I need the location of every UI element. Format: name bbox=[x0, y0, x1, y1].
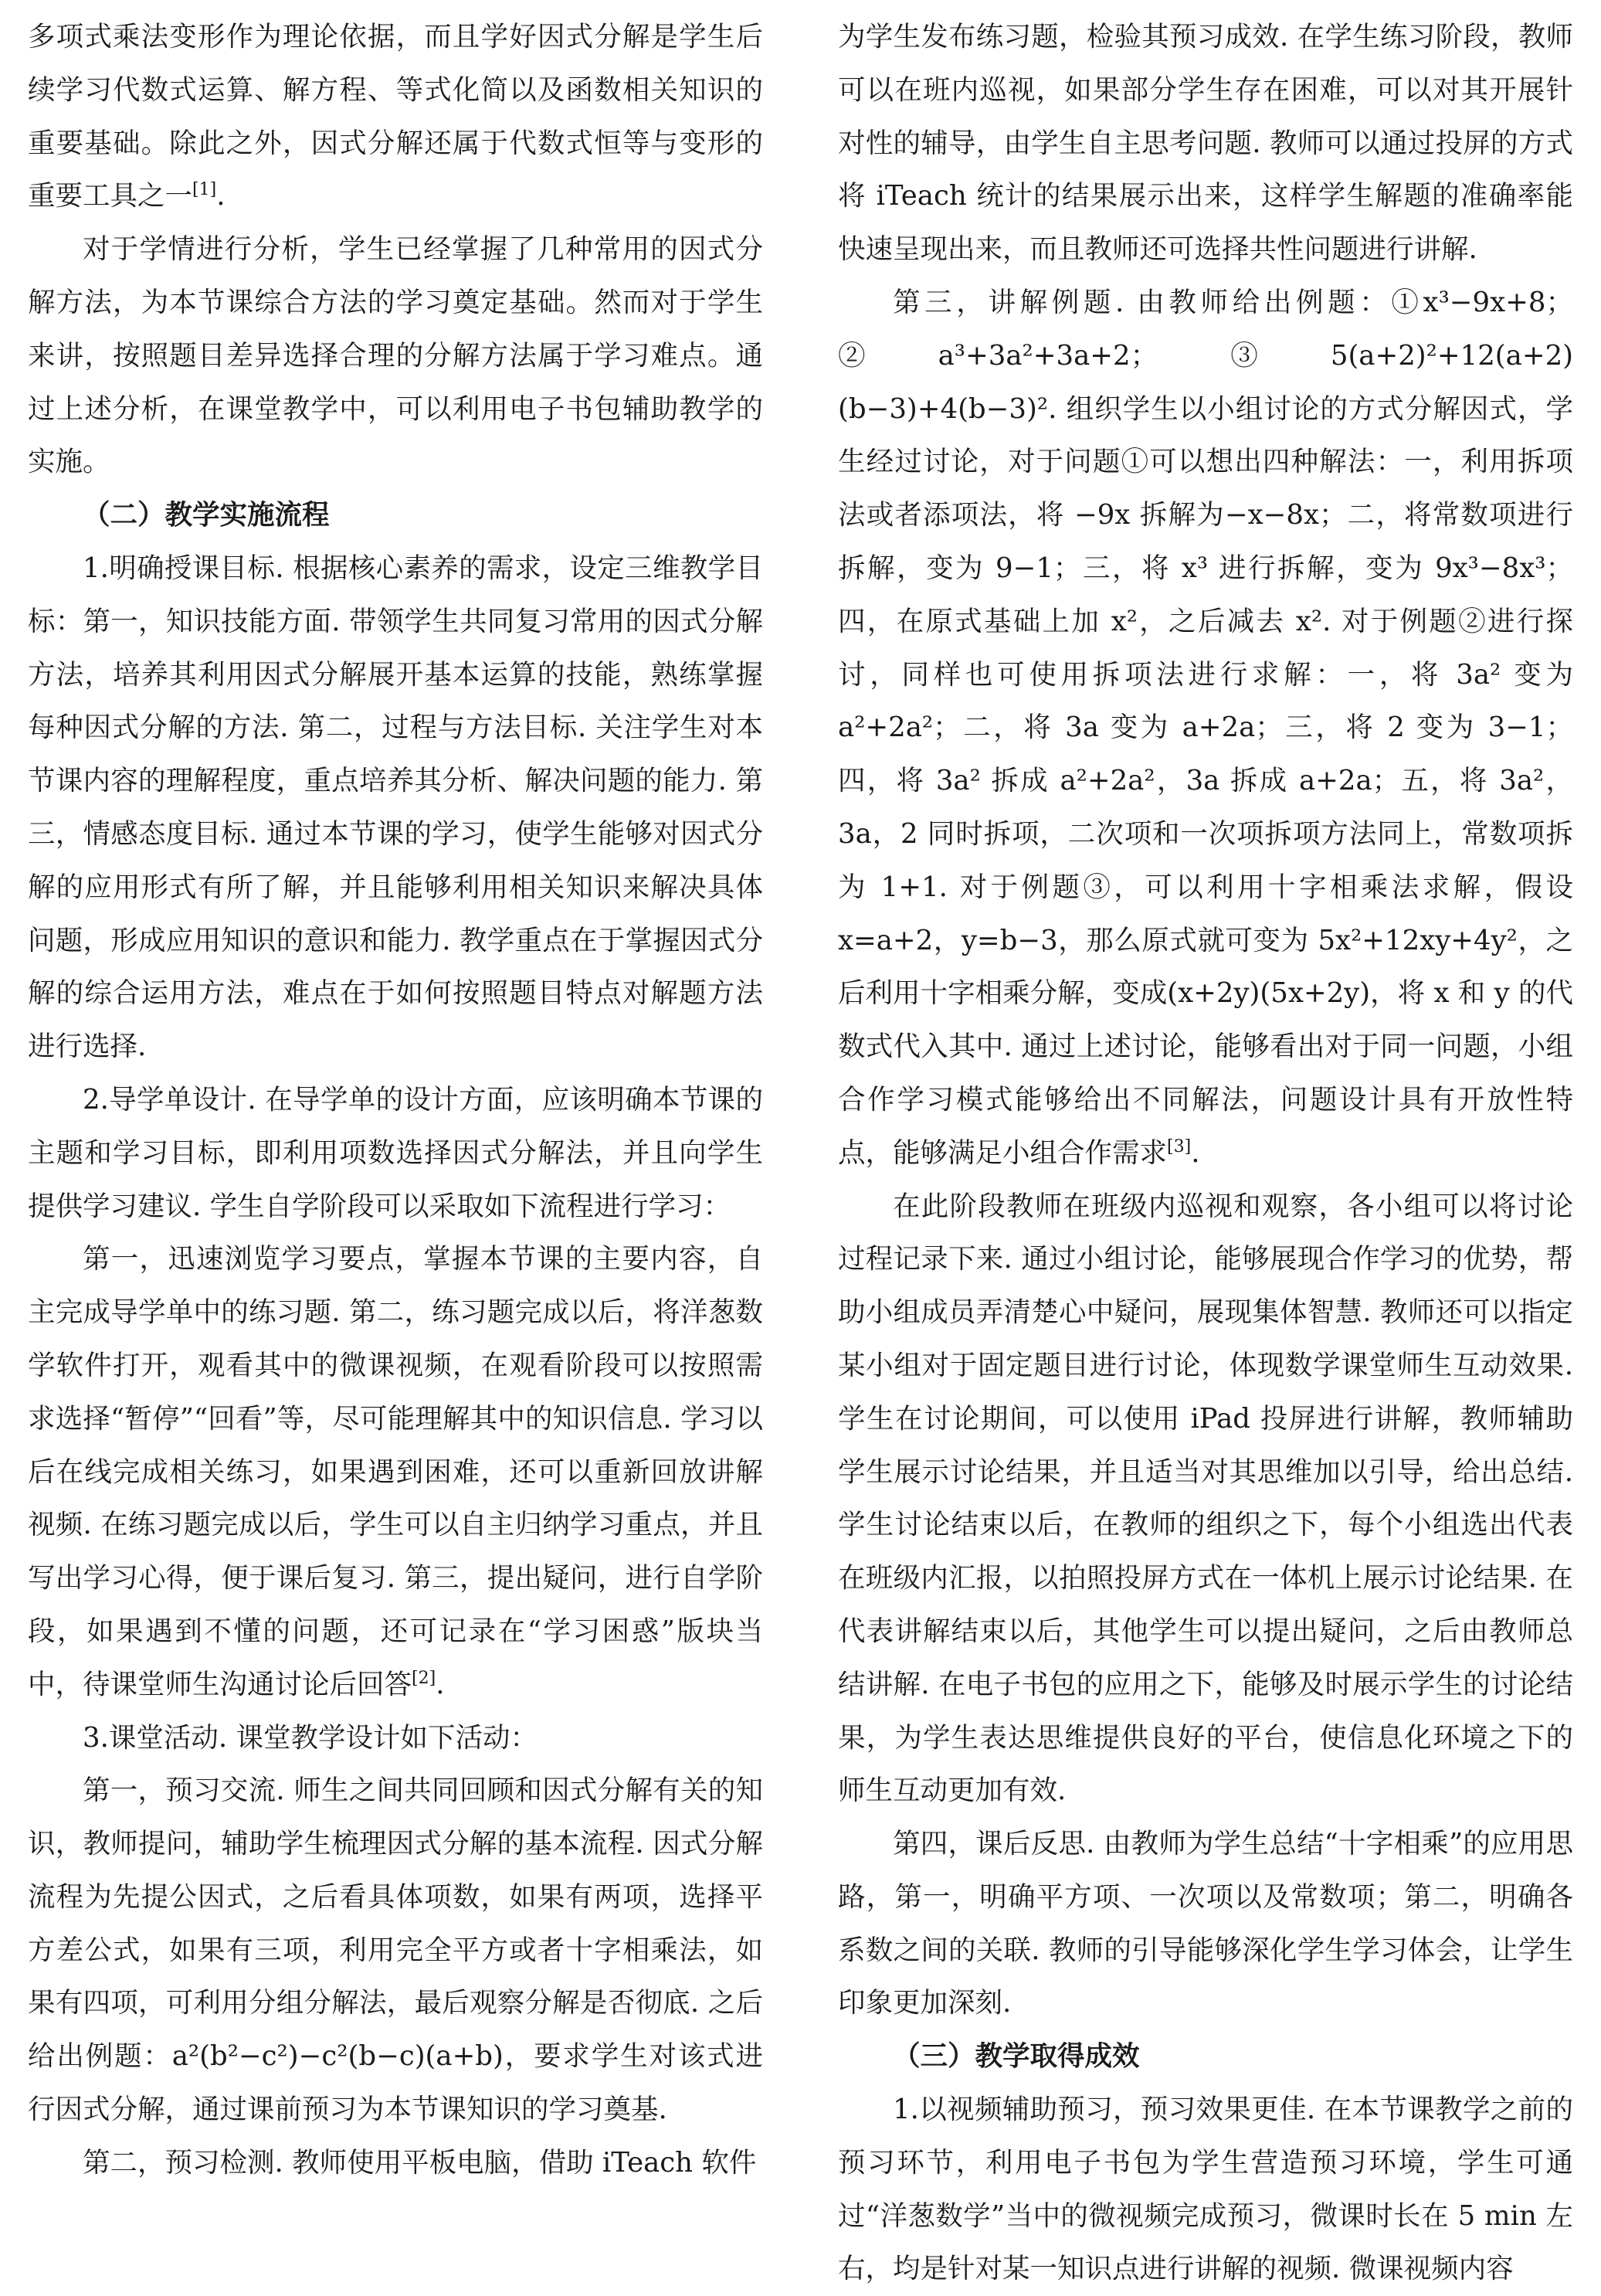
paragraph: 1.明确授课目标. 根据核心素养的需求，设定三维教学目标：第一，知识技能方面. 带领学生共同复习常用的因式分解方法，培养其利用因式分解展开基本运算的技能，熟练掌握每种因式分解的方法. 第二，过程与方法目标. 关注学生对本节课内容的理解程度，重点培养其分析、解决问题的能力. 第三，情感态度目标. 通过本节课的学习，使学生能够对因式分解的应用形式有所了解，并且能够利用相关知识来解决具体问题，形成应用知识的意识和能力. 教学重点在于掌握因式分解的综合运用方法，难点在于如何按照题目特点对解题方法进行选择. bbox=[28, 552, 763, 1063]
paragraph bbox=[28, 11, 763, 223]
paragraph: 2.导学单设计. 在导学单的设计方面，应该明确本节课的主题和学习目标，即利用项数选择因式分解法，并且向学生提供学习建议. 学生自学阶段可以采取如下流程进行学习： bbox=[28, 1083, 763, 1222]
paragraph: 1.以视频辅助预习，预习效果更佳. 在本节课教学之前的预习环节，利用电子书包为学生营造预习环境，学生可通过“洋葱数学”当中的微视频完成预习，微课时长在 5 min 左右，均是针对某一知识点进行讲解的视频. 微课视频内容 bbox=[838, 2094, 1573, 2285]
paragraph-end: . bbox=[436, 1668, 445, 1700]
paragraph-end: . bbox=[216, 180, 226, 212]
paragraph bbox=[838, 277, 1573, 1180]
paragraph: 第二，预习检测. 教师使用平板电脑，借助 iTeach 软件 bbox=[83, 2146, 757, 2179]
section-heading: （二）教学实施流程 bbox=[83, 499, 330, 532]
paragraph: 第一，预习交流. 师生之间共同回顾和因式分解有关的知识，教师提问，辅助学生梳理因式分解的基本流程. 因式分解流程为先提公因式，之后看具体项数，如果有两项，选择平方差公式，如果有三项，利用完全平方或者十字相乘法，如果有四项，可利用分组分解法，最后观察分解是否彻底. 之后给出例题：a²(b²−c²)−c²(b−c)(a+b)，要求学生对该式进行因式分解，通过课前预习为本节课知识的学习奠基. bbox=[28, 1775, 763, 2126]
right-column bbox=[838, 11, 1573, 2296]
left-column bbox=[28, 11, 763, 2190]
paragraph-text: 第一，迅速浏览学习要点，掌握本节课的主要内容，自主完成导学单中的练习题. 第二，练习题完成以后，将洋葱数学软件打开，观看其中的微课视频，在观看阶段可以按照需求选择“暂停”“回看”等，尽可能理解其中的知识信息. 学习以后在线完成相关练习，如果遇到困难，还可以重新回放讲解视频. 在练习题完成以后，学生可以自主归纳学习重点，并且写出学习心得，便于课后复习. 第三，提出疑问，进行自学阶段，如果遇到不懂的问题，还可记录在“学习困惑”版块当中，待课堂师生沟通讨论后回答 bbox=[28, 1243, 763, 1700]
paragraph: 在此阶段教师在班级内巡视和观察，各小组可以将讨论过程记录下来. 通过小组讨论，能够展现合作学习的优势，帮助小组成员弄清楚心中疑问，展现集体智慧. 教师还可以指定某小组对于固定题目进行讨论，体现数学课堂师生互动效果. 学生在讨论期间，可以使用 iPad 投屏进行讲解，教师辅助学生展示讨论结果，并且适当对其思维加以引导，给出总结. 学生讨论结束以后，在教师的组织之下，每个小组选出代表在班级内汇报，以拍照投屏方式在一体机上展示讨论结果. 在代表讲解结束以后，其他学生可以提出疑问，之后由教师总结讲解. 在电子书包的应用之下，能够及时展示学生的讨论结果，为学生表达思维提供良好的平台，使信息化环境之下的师生互动更加有效. bbox=[838, 1190, 1573, 1807]
paragraph-end: . bbox=[1191, 1136, 1200, 1169]
citation-ref: [3] bbox=[1167, 1136, 1192, 1156]
paragraph bbox=[28, 1233, 763, 1711]
paragraph: 为学生发布练习题，检验其预习成效. 在学生练习阶段，教师可以在班内巡视，如果部分学生存在困难，可以对其开展针对性的辅导，由学生自主思考问题. 教师可以通过投屏的方式将 iTeach 统计的结果展示出来，这样学生解题的准确率能快速呈现出来，而且教师还可选择共性问题进行讲解. bbox=[838, 21, 1573, 266]
paragraph-text: 第三，讲解例题. 由教师给出例题：①x³−9x+8；②a³+3a²+3a+2；③5(a+2)²+12(a+2)(b−3)+4(b−3)². 组织学生以小组讨论的方式分解因式，学生经过讨论，对于问题①可以想出四种解法：一，利用拆项法或者添项法，将 −9x 拆解为−x−8x；二，将常数项进行拆解，变为 9−1；三，将 x³ 进行拆解，变为 9x³−8x³；四，在原式基础上加 x²，之后减去 x². 对于例题②进行探讨，同样也可使用拆项法进行求解：一，将 3a² 变为 a²+2a²；二，将 3a 变为 a+2a；三，将 2 变为 3−1；四，将 3a² 拆成 a²+2a²，3a 拆成 a+2a；五，将 3a²，3a，2 同时拆项，二次项和一次项拆项方法同上，常数项拆为 1+1. 对于例题③，可以利用十字相乘法求解，假设 x=a+2，y=b−3，那么原式就可变为 5x²+12xy+4y²，之后利用十字相乘分解，变成(x+2y)(5x+2y)，将 x 和 y 的代数式代入其中. 通过上述讨论，能够看出对于同一问题，小组合作学习模式能够给出不同解法，问题设计具有开放性特点，能够满足小组合作需求 bbox=[838, 286, 1573, 1169]
paragraph-text: 多项式乘法变形作为理论依据，而且学好因式分解是学生后续学习代数式运算、解方程、等式化简以及函数相关知识的重要基础。除此之外，因式分解还属于代数式恒等与变形的重要工具之一 bbox=[28, 21, 763, 212]
citation-ref: [1] bbox=[192, 180, 217, 200]
citation-ref: [2] bbox=[412, 1668, 436, 1688]
section-heading: （三）教学取得成效 bbox=[893, 2040, 1140, 2073]
paragraph: 对于学情进行分析，学生已经掌握了几种常用的因式分解方法，为本节课综合方法的学习奠定基础。然而对于学生来讲，按照题目差异选择合理的分解方法属于学习难点。通过上述分析，在课堂教学中，可以利用电子书包辅助教学的实施。 bbox=[28, 233, 763, 478]
paragraph: 第四，课后反思. 由教师为学生总结“十字相乘”的应用思路，第一，明确平方项、一次项以及常数项；第二，明确各系数之间的关联. 教师的引导能够深化学生学习体会，让学生印象更加深刻. bbox=[838, 1828, 1573, 2019]
paragraph: 3.课堂活动. 课堂教学设计如下活动： bbox=[83, 1721, 538, 1754]
